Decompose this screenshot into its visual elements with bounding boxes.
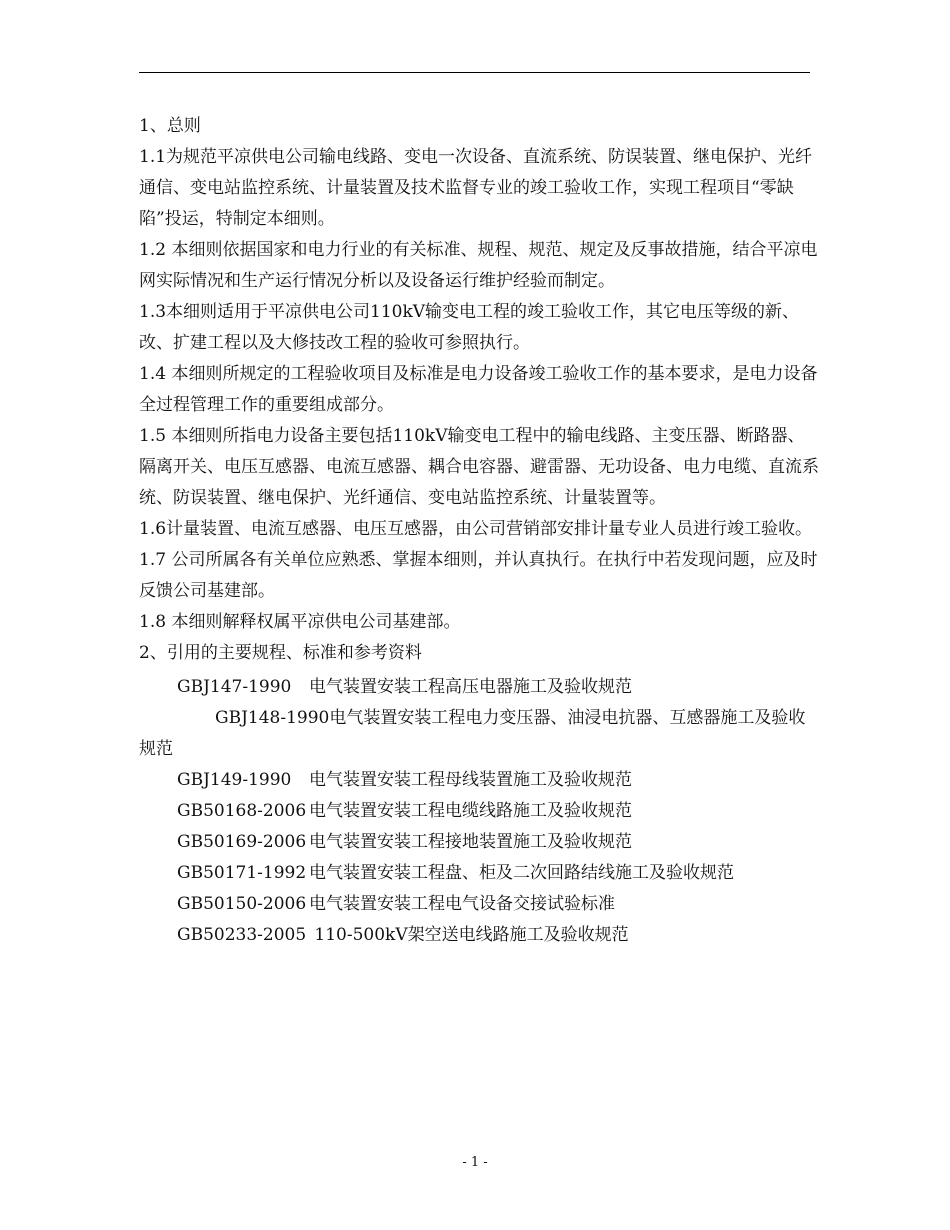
reference-title: 电气装置安装工程电缆线路施工及验收规范: [309, 801, 632, 821]
reference-item: [139, 796, 819, 827]
reference-title: 电气装置安装工程母线装置施工及验收规范: [309, 770, 632, 790]
reference-code: GBJ148-1990: [215, 708, 330, 728]
reference-title: 电气装置安装工程接地装置施工及验收规范: [309, 832, 632, 852]
section-2-heading: 2、引用的主要规程、标准和参考资料: [139, 643, 422, 663]
reference-code: GBJ149-1990: [177, 770, 292, 790]
paragraph-1-4: 1.4 本细则所规定的工程验收项目及标准是电力设备竣工验收工作的基本要求，是电力设备全过程管理工作的重要组成部分。: [139, 364, 818, 415]
paragraph-1-7: 1.7 公司所属各有关单位应熟悉、掌握本细则，并认真执行。在执行中若发现问题，应及时反馈公司基建部。: [139, 550, 818, 601]
paragraph-1-1: 1.1为规范平凉供电公司输电线路、变电一次设备、直流系统、防误装置、继电保护、光纤通信、变电站监控系统、计量装置及技术监督专业的竣工验收工作，实现工程项目“零缺陷”投运，特制定本细则。: [139, 147, 813, 229]
reference-item: [139, 765, 819, 796]
document-body: [139, 111, 819, 951]
paragraph-1-6: 1.6计量装置、电流互感器、电压互感器，由公司营销部安排计量专业人员进行竣工验收。: [139, 519, 813, 539]
section-1-heading: 1、总则: [139, 116, 201, 136]
page-number: - 1 -: [462, 1155, 488, 1170]
reference-title: 电气装置安装工程电力变压器、油浸电抗器、互感器施工及验收规范: [139, 708, 806, 759]
reference-code: GBJ147-1990: [177, 677, 292, 697]
reference-title: 电气装置安装工程高压电器施工及验收规范: [309, 677, 632, 697]
reference-item: [139, 858, 819, 889]
paragraph-1-3: 1.3本细则适用于平凉供电公司110kV输变电工程的竣工验收工作，其它电压等级的新、改、扩建工程以及大修技改工程的验收可参照执行。: [139, 302, 800, 353]
reference-title: 电气装置安装工程盘、柜及二次回路结线施工及验收规范: [309, 863, 734, 883]
paragraph-1-2: 1.2 本细则依据国家和电力行业的有关标准、规程、规范、规定及反事故措施，结合平凉电网实际情况和生产运行情况分析以及设备运行维护经验而制定。: [139, 240, 818, 291]
reference-code: GB50233-2005: [177, 925, 307, 945]
reference-code: GB50171-1992: [177, 863, 307, 883]
reference-code: GB50150-2006: [177, 894, 307, 914]
reference-title: 电气装置安装工程电气设备交接试验标准: [309, 894, 615, 914]
reference-item: [139, 889, 819, 920]
reference-item: [139, 920, 819, 951]
paragraph-1-8: 1.8 本细则解释权属平凉供电公司基建部。: [139, 612, 461, 632]
reference-title: 110-500kV架空送电线路施工及验收规范: [309, 925, 629, 945]
reference-list: [139, 672, 819, 951]
reference-code: GB50168-2006: [177, 801, 307, 821]
reference-item: [139, 827, 819, 858]
reference-code: GB50169-2006: [177, 832, 307, 852]
header-rule: [139, 72, 810, 73]
reference-item: [139, 672, 819, 703]
paragraph-1-5: 1.5 本细则所指电力设备主要包括110kV输变电工程中的输电线路、主变压器、断路器、隔离开关、电压互感器、电流互感器、耦合电容器、避雷器、无功设备、电力电缆、直流系统、防误装置、继电保护、光纤通信、变电站监控系统、计量装置等。: [139, 426, 819, 508]
reference-item: [139, 703, 819, 765]
